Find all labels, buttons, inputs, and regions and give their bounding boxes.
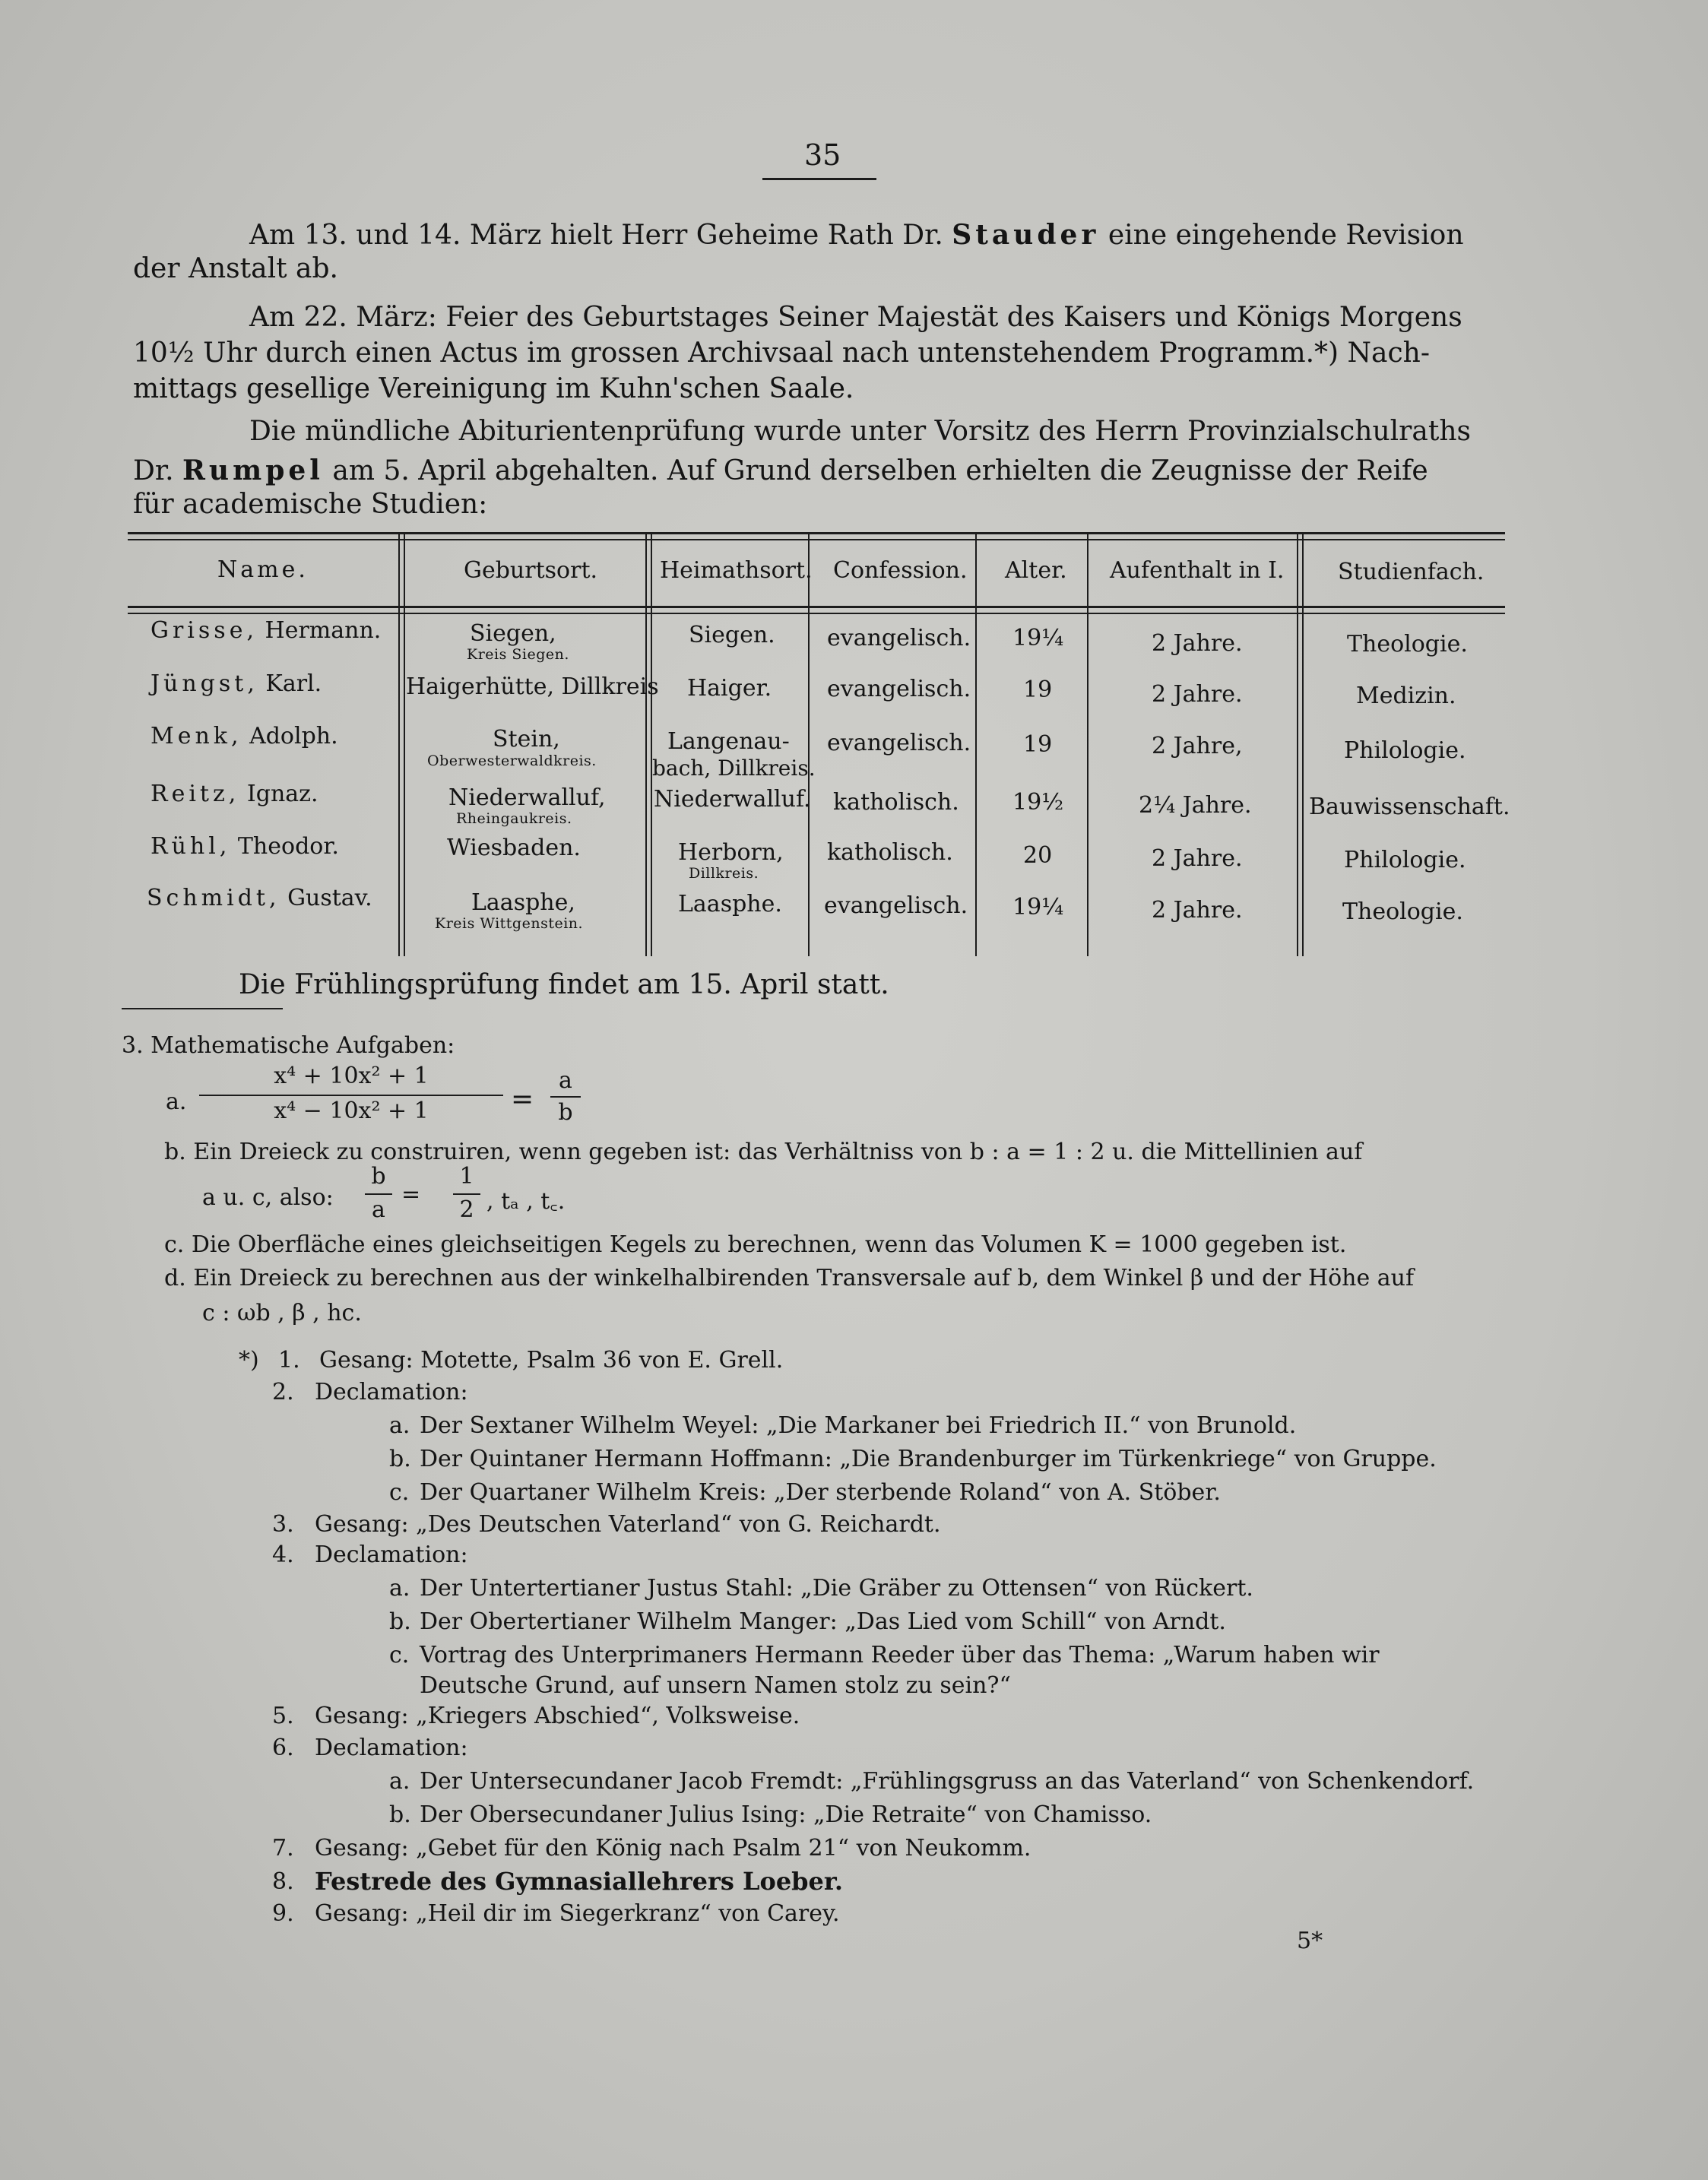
table-top-rule: [128, 539, 1505, 540]
table-header-rule: [128, 613, 1505, 614]
program-item-text: Declamation:: [315, 1735, 468, 1761]
cell-birthplace-district: Kreis Siegen.: [467, 646, 569, 663]
cell-stay: 2 Jahre.: [1152, 897, 1243, 924]
paragraph-line: Die mündliche Abiturientenprüfung wurde unter Vorsitz des Herrn Provinzialschulraths: [249, 416, 1471, 447]
table-column-divider: [404, 532, 405, 956]
math-fraction-denominator: 2: [459, 1196, 474, 1223]
cell-home: Haiger.: [687, 675, 772, 702]
program-subitem-text: Der Obertertianer Wilhelm Manger: „Das Lied vom Schill“ von Arndt.: [420, 1608, 1226, 1635]
paragraph-line: Am 22. März: Feier des Geburtstages Seiner Majestät des Kaisers und Königs Morgens: [249, 302, 1462, 333]
cell-birthplace: Haigerhütte, Dillkreis: [406, 673, 659, 700]
cell-subject: Philologie.: [1344, 847, 1466, 873]
math-equals: =: [511, 1084, 534, 1115]
cell-name: Rühl, Theodor.: [151, 833, 339, 860]
program-item-number: 4.: [272, 1542, 294, 1568]
cell-age: 19½: [1012, 789, 1064, 816]
program-item-number: 9.: [272, 1900, 294, 1927]
math-task-b: b. Ein Dreieck zu construiren, wenn gegeben ist: das Verhältniss von b : a = 1 : 2 u. die Mittellinien auf: [164, 1139, 1363, 1165]
spring-exam-note: Die Frühlingsprüfung findet am 15. April statt.: [239, 969, 889, 1000]
math-task-d-cont: c : ωb , β , hc.: [202, 1300, 362, 1326]
math-equals: =: [401, 1181, 421, 1208]
cell-stay: 2¼ Jahre.: [1139, 792, 1252, 819]
cell-confession: katholisch.: [833, 789, 959, 816]
program-subitem-text: Der Quintaner Hermann Hoffmann: „Die Brandenburger im Türkenkriege“ von Gruppe.: [420, 1446, 1437, 1472]
cell-home-district: bach, Dillkreis.: [652, 756, 816, 781]
program-subitem-text-cont: Deutsche Grund, auf unsern Namen stolz zu sein?“: [420, 1672, 1011, 1699]
table-header-rule: [128, 606, 1505, 608]
program-item-text: Gesang: „Gebet für den König nach Psalm 21“ von Neukomm.: [315, 1835, 1031, 1862]
cell-home: Laasphe.: [678, 891, 782, 917]
page-number: 35: [804, 138, 841, 172]
paragraph-text: Am 13. und 14. März hielt Herr Geheime Rath Dr.: [249, 220, 943, 251]
program-item-text: Festrede des Gymnasiallehrers Loeber.: [315, 1867, 843, 1896]
cell-confession: evangelisch.: [827, 625, 971, 651]
column-header-name: Name.: [217, 556, 309, 583]
table-column-divider: [651, 532, 652, 956]
program-item-text: Declamation:: [315, 1542, 468, 1568]
math-fraction-bar: [199, 1095, 503, 1096]
program-subitem-text: Der Sextaner Wilhelm Weyel: „Die Markaner bei Friedrich II.“ von Brunold.: [420, 1412, 1297, 1439]
program-item-number: 1.: [278, 1347, 300, 1374]
column-header-age: Alter.: [1005, 557, 1067, 584]
math-fraction-denominator: x⁴ − 10x² + 1: [274, 1098, 429, 1124]
program-item-number: 8.: [272, 1868, 294, 1895]
person-name: Stauder: [952, 219, 1100, 251]
column-header-subject: Studienfach.: [1338, 559, 1485, 585]
cell-age: 19: [1023, 676, 1053, 703]
cell-confession: evangelisch.: [827, 676, 971, 702]
person-name: Rumpel: [182, 455, 324, 486]
math-fraction-bar: [550, 1096, 581, 1098]
cell-stay: 2 Jahre.: [1152, 630, 1243, 657]
program-item-text: Declamation:: [315, 1379, 468, 1405]
math-fraction-bar: [365, 1193, 392, 1195]
cell-birthplace: Niederwalluf,: [448, 784, 606, 811]
math-fraction-bar: [453, 1193, 480, 1195]
cell-age: 19¼: [1012, 625, 1064, 651]
cell-home: Siegen.: [689, 622, 775, 648]
cell-birthplace-district: Oberwesterwaldkreis.: [427, 753, 597, 769]
program-item-number: 6.: [272, 1735, 294, 1761]
column-header-confession: Confession.: [833, 557, 968, 584]
program-subitem-letter: a.: [389, 1575, 410, 1602]
cell-age: 20: [1023, 842, 1053, 869]
paragraph-line: mittags gesellige Vereinigung im Kuhn'schen Saale.: [133, 373, 854, 404]
program-item-text: Gesang: „Kriegers Abschied“, Volksweise.: [315, 1703, 800, 1729]
program-item-text: Gesang: „Des Deutschen Vaterland“ von G. Reichardt.: [315, 1511, 941, 1538]
table-column-divider: [1087, 532, 1088, 956]
program-subitem-letter: c.: [389, 1479, 410, 1506]
program-subitem-text: Der Quartaner Wilhelm Kreis: „Der sterbende Roland“ von A. Stöber.: [420, 1479, 1221, 1506]
program-item-text: Gesang: Motette, Psalm 36 von E. Grell.: [319, 1347, 784, 1374]
cell-name: Jüngst, Karl.: [151, 670, 322, 697]
cell-stay: 2 Jahre,: [1152, 733, 1243, 759]
program-subitem-letter: b.: [389, 1801, 411, 1828]
program-item-number: 2.: [272, 1379, 294, 1405]
cell-age: 19: [1023, 731, 1053, 758]
table-column-divider: [975, 532, 977, 956]
cell-confession: katholisch.: [827, 839, 953, 866]
program-marker: *): [239, 1347, 259, 1374]
cell-birthplace-district: Kreis Wittgenstein.: [435, 915, 584, 932]
program-subitem-letter: a.: [389, 1412, 410, 1439]
cell-subject: Theologie.: [1347, 631, 1468, 657]
math-fraction-numerator: x⁴ + 10x² + 1: [274, 1063, 429, 1089]
table-column-divider: [1302, 532, 1304, 956]
cell-home: Langenau-: [667, 728, 790, 755]
column-header-birthplace: Geburtsort.: [464, 557, 598, 584]
cell-name: Menk, Adolph.: [151, 723, 338, 749]
paragraph-text: am 5. April abgehalten. Auf Grund derselben erhielten die Zeugnisse der Reife: [332, 455, 1428, 486]
program-subitem-letter: b.: [389, 1446, 411, 1472]
math-fraction-numerator: a: [559, 1067, 572, 1094]
paragraph-line: für academische Studien:: [133, 489, 488, 520]
math-fraction-numerator: b: [371, 1163, 386, 1190]
math-fraction-numerator: 1: [459, 1163, 474, 1190]
cell-confession: evangelisch.: [827, 730, 971, 756]
math-task-b-tail: , tₐ , t꜀.: [486, 1188, 566, 1215]
program-item-text: Gesang: „Heil dir im Siegerkranz“ von Carey.: [315, 1900, 840, 1927]
cell-subject: Bauwissenschaft.: [1309, 794, 1510, 820]
cell-name: Grisse, Hermann.: [151, 617, 382, 644]
math-task-d: d. Ein Dreieck zu berechnen aus der winkelhalbirenden Transversale auf b, dem Winkel β und der Höhe auf: [164, 1265, 1415, 1291]
cell-home: Herborn,: [678, 839, 784, 866]
program-subitem-text: Der Obersecundaner Julius Ising: „Die Retraite“ von Chamisso.: [420, 1801, 1152, 1828]
math-task-a-label: a.: [166, 1088, 187, 1115]
cell-name: Reitz, Ignaz.: [151, 781, 318, 807]
table-column-divider: [645, 532, 647, 956]
signature-mark: 5*: [1297, 1928, 1323, 1954]
cell-subject: Philologie.: [1344, 737, 1466, 764]
program-subitem-text: Der Untertertianer Justus Stahl: „Die Gräber zu Ottensen“ von Rückert.: [420, 1575, 1253, 1602]
program-item-number: 3.: [272, 1511, 294, 1538]
cell-birthplace: Laasphe,: [471, 889, 575, 916]
cell-age: 19¼: [1012, 894, 1064, 920]
math-fraction-denominator: b: [558, 1099, 573, 1126]
program-subitem-text: Der Untersecundaner Jacob Fremdt: „Frühlingsgruss an das Vaterland“ von Schenkendorf.: [420, 1768, 1475, 1795]
paragraph-revision: [249, 214, 1464, 256]
math-task-b-cont: a u. c, also:: [202, 1184, 334, 1211]
cell-confession: evangelisch.: [824, 892, 968, 919]
cell-name: Schmidt, Gustav.: [147, 885, 372, 911]
program-subitem-letter: b.: [389, 1608, 411, 1635]
program-item-number: 7.: [272, 1835, 294, 1862]
paragraph-text: eine eingehende Revision: [1108, 220, 1464, 251]
cell-home-district: Dillkreis.: [689, 865, 759, 882]
cell-birthplace: Wiesbaden.: [447, 835, 581, 861]
cell-subject: Medizin.: [1356, 683, 1456, 709]
paragraph-line: der Anstalt ab.: [133, 253, 338, 284]
cell-birthplace: Stein,: [493, 726, 560, 753]
cell-home: Niederwalluf.: [654, 786, 811, 813]
cell-birthplace-district: Rheingaukreis.: [456, 810, 572, 827]
table-top-rule: [128, 532, 1505, 534]
footnote-rule: [122, 1008, 283, 1009]
column-header-home: Heimathsort.: [660, 557, 813, 584]
column-header-stay: Aufenthalt in I.: [1110, 557, 1285, 584]
table-column-divider: [808, 532, 810, 956]
math-heading: 3. Mathematische Aufgaben:: [122, 1032, 455, 1059]
program-item-number: 5.: [272, 1703, 294, 1729]
table-column-divider: [398, 532, 400, 956]
math-task-c: c. Die Oberfläche eines gleichseitigen Kegels zu berechnen, wenn das Volumen K = 1000 gegeben ist.: [164, 1231, 1347, 1258]
cell-stay: 2 Jahre.: [1152, 681, 1243, 708]
program-subitem-text: Vortrag des Unterprimaners Hermann Reeder über das Thema: „Warum haben wir: [420, 1642, 1380, 1668]
program-subitem-letter: a.: [389, 1768, 410, 1795]
cell-stay: 2 Jahre.: [1152, 845, 1243, 872]
program-subitem-letter: c.: [389, 1642, 410, 1668]
page-number-rule: [762, 178, 876, 180]
paragraph-text: Dr.: [133, 455, 174, 486]
paragraph-line: 10½ Uhr durch einen Actus im grossen Archivsaal nach untenstehendem Programm.*) Nach-: [133, 337, 1431, 369]
cell-birthplace: Siegen,: [470, 620, 556, 647]
cell-subject: Theologie.: [1342, 898, 1463, 925]
math-fraction-denominator: a: [372, 1196, 385, 1223]
table-column-divider: [1297, 532, 1298, 956]
